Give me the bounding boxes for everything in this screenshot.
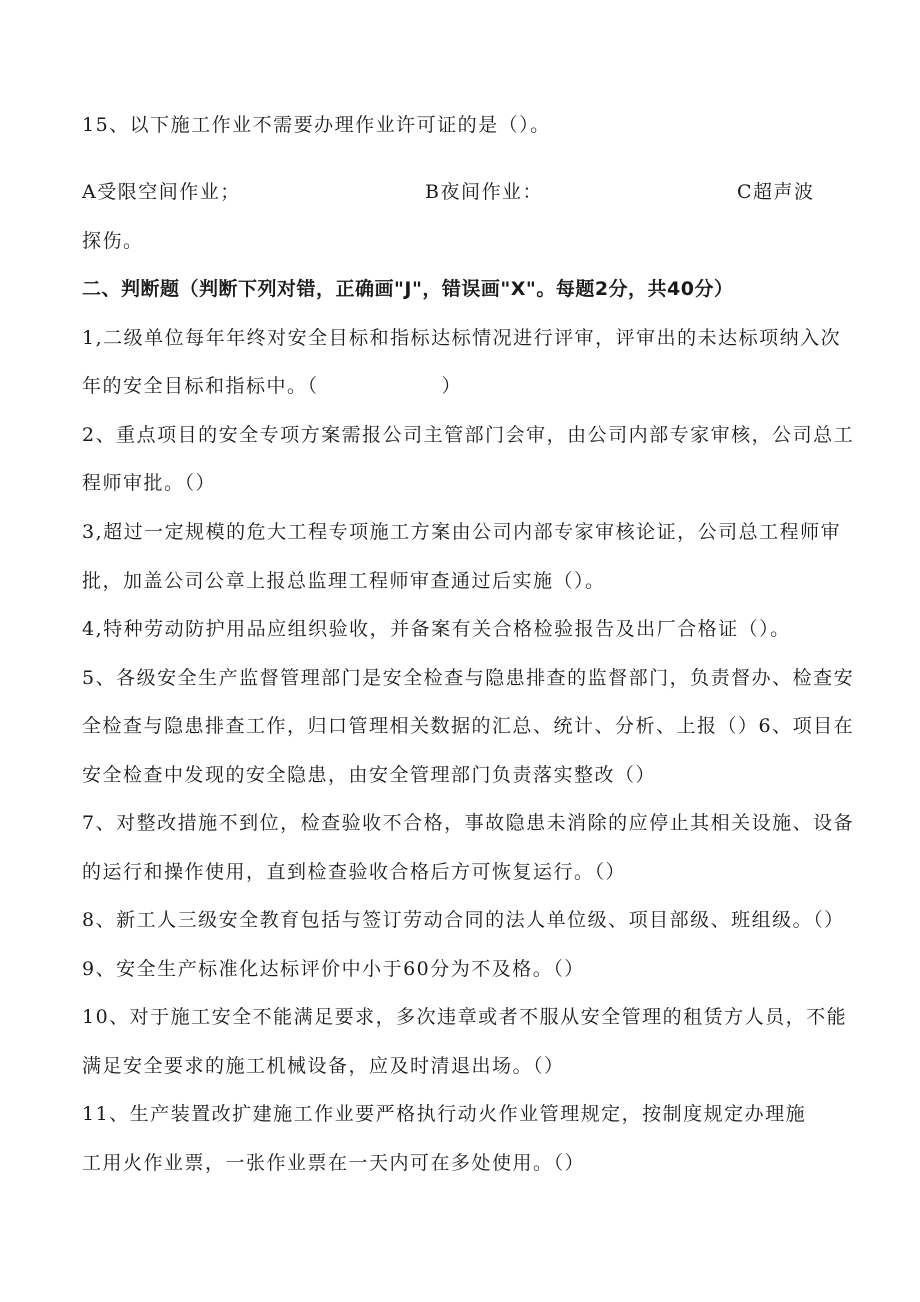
text-line: 的运行和操作使用，直到检查验收合格后方可恢复运行。（） bbox=[82, 861, 627, 883]
question-15-option-a: A受限空间作业； bbox=[82, 181, 241, 203]
text-line: 3,超过一定规模的危大工程专项施工方案由公司内部专家审核论证，公司总工程师审 bbox=[82, 521, 842, 543]
text-line: 10、对于施工安全不能满足要求，多次违章或者不服从安全管理的租赁方人员，不能 bbox=[82, 1006, 848, 1028]
section-2-heading: 二、判断题（判断下列对错，正确画"J"，错误画"X"。每题2分，共40分） bbox=[82, 278, 734, 300]
text-line: 2、重点项目的安全专项方案需报公司主管部门会审，由公司内部专家审核，公司总工 bbox=[82, 424, 855, 446]
text-line: 安全检查中发现的安全隐患，由安全管理部门负责落实整改（） bbox=[82, 764, 657, 786]
text-line: 程师审批。（） bbox=[82, 472, 217, 494]
question-15-option-c: C超声波 bbox=[737, 181, 815, 203]
question-15-option-c-continued: 探伤。 bbox=[82, 230, 144, 252]
text-line: 4,特种劳动防护用品应组织验收，并备案有关合格检验报告及出厂合格证（）。 bbox=[82, 618, 791, 640]
text-line: 工用火作业票，一张作业票在一天内可在多处使用。（） bbox=[82, 1152, 586, 1174]
text-line: 满足安全要求的施工机械设备，应及时清退出场。（） bbox=[82, 1055, 565, 1077]
question-15-stem: 15、以下施工作业不需要办理作业许可证的是（）。 bbox=[82, 114, 551, 136]
text-line: 8、新工人三级安全教育包括与签订劳动合同的法人单位级、项目部级、班组级。（） bbox=[82, 909, 845, 931]
text-line: 年的安全目标和指标中。（ ） bbox=[82, 375, 463, 397]
text-line: 全检查与隐患排查工作，归口管理相关数据的汇总、统计、分析、上报（）6、项目在 bbox=[82, 715, 855, 737]
text-line: 11、生产装置改扩建施工作业要严格执行动火作业管理规定，按制度规定办理施 bbox=[82, 1103, 807, 1125]
text-line: 批，加盖公司公章上报总监理工程师审查通过后实施（）。 bbox=[82, 570, 606, 592]
text-line: 7、对整改措施不到位，检查验收不合格，事故隐患未消除的应停止其相关设施、设备 bbox=[82, 812, 855, 834]
text-line: 9、安全生产标准化达标评价中小于60分为不及格。（） bbox=[82, 958, 585, 980]
text-line: 5、各级安全生产监督管理部门是安全检查与隐患排查的监督部门，负责督办、检查安 bbox=[82, 667, 855, 689]
question-15-option-b: B夜间作业： bbox=[425, 181, 543, 203]
text-line: 1,二级单位每年年终对安全目标和指标达标情况进行评审，评审出的未达标项纳入次 bbox=[82, 327, 842, 349]
